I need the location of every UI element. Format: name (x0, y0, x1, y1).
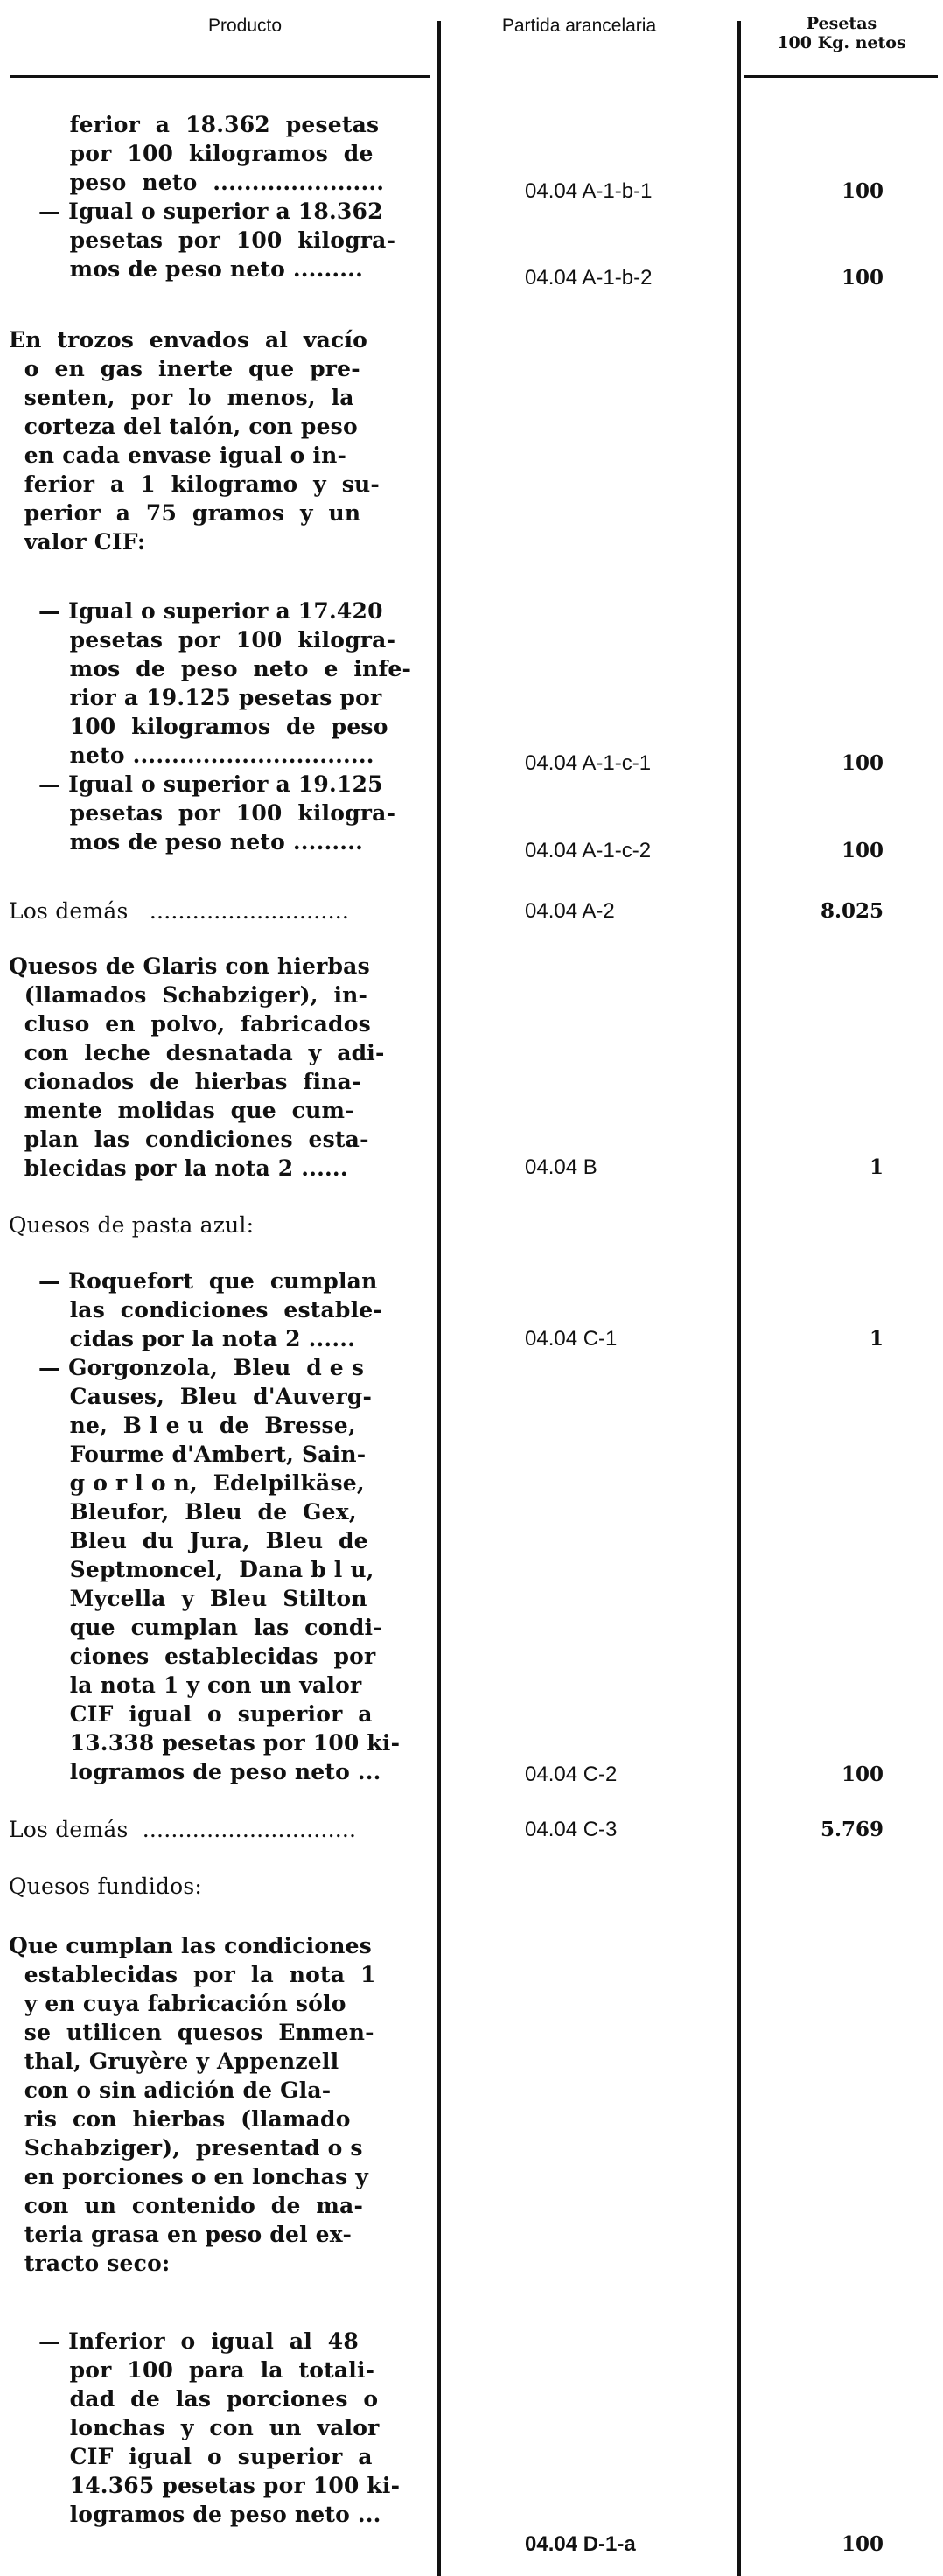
tariff-code: 04.04 A-1-b-1 (525, 179, 653, 203)
header-kg-netos: 100 Kg. netos (777, 33, 906, 52)
rate-value: 100 (841, 1763, 884, 1786)
section-heading: Quesos de pasta azul: (9, 1212, 255, 1238)
tariff-code: 04.04 A-2 (525, 899, 615, 923)
product-description: Quesos de Glaris con hierbas (llamados Schabziger), in- cluso en polvo, fabricados con leche desnatada y adi- cionados de hierbas fina- mente molidas que cum- plan las condiciones esta- blecidas por la nota 2 ...... (9, 953, 385, 1181)
product-description: Que cumplan las condiciones establecidas por la nota 1 y en cuya fabricación sólo se utilicen quesos Enmen- thal, Gruyère y Appenzell con o sin adición de Gla- ris con hierbas (llamado Schabziger), presentad o s en porciones o en lonchas y con un contenido de ma- teria grasa en peso del ex- tracto seco: (9, 1933, 376, 2276)
product-description: En trozos envados al vacío o en gas inerte que pre- senten, por lo menos, la corteza del talón, con peso en cada envase igual o in- ferior a 1 kilogramo y su- perior a 75 gramos y un valor CIF: (9, 327, 380, 555)
rate-value: 100 (841, 179, 884, 203)
tariff-code: 04.04 A-1-c-2 (525, 839, 652, 862)
product-description: — Roquefort que cumplan las condiciones estable- cidas por la nota 2 ...... — Gorgonzola, Bleu d e s Causes, Bleu d'Auverg- ne, B l e u de Bresse, Fourme d'Ambert, Sain- g o r l o n, Edelpilkäse, Bleufor, Bleu de Gex, Bleu du Jura, Bleu de Septmoncel, Dana b l u, Mycella y Bleu Stilton que cumplan las condi- ciones establecidas por la nota 1 y con un valor CIF igual o superior a 13.338 pesetas por 100 ki- logramos de peso neto ... (38, 1268, 401, 1784)
tariff-code: 04.04 A-1-c-1 (525, 751, 652, 775)
header-partida: Partida arancelaria (501, 16, 657, 36)
tariff-code: 04.04 B (525, 1155, 597, 1179)
column-divider-right (737, 21, 741, 2576)
tariff-code: 04.04 D-1-a (525, 2532, 636, 2556)
tariff-code: 04.04 A-1-b-2 (525, 266, 653, 290)
rate-value: 100 (841, 2532, 884, 2556)
rate-value: 5.769 (820, 1818, 884, 1841)
tariff-code: 04.04 C-2 (525, 1763, 618, 1786)
rate-value: 100 (841, 839, 884, 862)
product-description: — Igual o superior a 17.420 pesetas por 100 kilogra- mos de peso neto e infe- rior a 19.125 pesetas por 100 kilogramos de peso neto ............................... — Igual o superior a 19.125 pesetas por 100 kilogra- mos de peso neto ......... (38, 598, 412, 855)
section-heading: Quesos fundidos: (9, 1874, 203, 1899)
rate-value: 100 (841, 751, 884, 775)
header-rule-left (10, 75, 430, 78)
header-rule-right (744, 75, 938, 78)
product-description: Los demás .............................. (9, 1817, 357, 1842)
rate-value: 1 (869, 1155, 884, 1179)
header-pesetas: Pesetas (806, 14, 877, 33)
product-description: — Inferior o igual al 48 por 100 para la totali- dad de las porciones o lonchas y con un valor CIF igual o superior a 14.365 pesetas por 100 ki- logramos de peso neto ... (38, 2328, 401, 2527)
column-divider-left (437, 21, 441, 2576)
rate-value: 1 (869, 1327, 884, 1351)
header-producto: Producto (207, 16, 283, 36)
product-description: Los demás ............................ (9, 898, 350, 924)
product-description: ferior a 18.362 pesetas por 100 kilogramos de peso neto ...................... — Igual o superior a 18.362 pesetas por 100 kilogra- mos de peso neto ......... (38, 112, 396, 282)
tariff-code: 04.04 C-3 (525, 1818, 618, 1841)
rate-value: 100 (841, 266, 884, 290)
rate-value: 8.025 (820, 899, 884, 923)
tariff-code: 04.04 C-1 (525, 1327, 618, 1351)
